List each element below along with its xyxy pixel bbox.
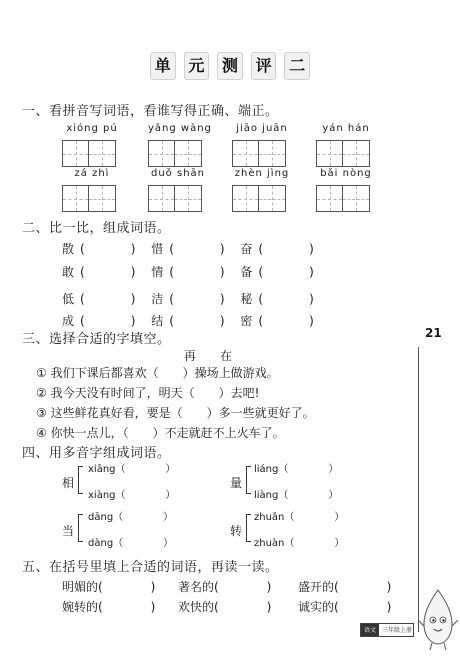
pinyin-label: duǒ shān (151, 168, 205, 179)
footer-subject: 语文 (361, 624, 379, 636)
polyphone-char: 当 (62, 524, 75, 538)
answer-blank[interactable]: ( ) (258, 265, 314, 279)
compare-char: 敢 (62, 265, 75, 279)
pinyin-label: xióng pú (66, 123, 118, 134)
pinyin-item (62, 123, 122, 167)
bracket-tick (246, 541, 251, 542)
fill-phrase[interactable]: 欢快的( ) (178, 600, 272, 614)
compare-char: 备 (240, 265, 253, 279)
pinyin-item (62, 168, 122, 212)
sentence: ① 我们下课后都喜欢（ ）操场上做游戏。 (36, 366, 279, 380)
writing-grid[interactable] (316, 140, 376, 167)
answer-blank[interactable]: ( ) (169, 314, 225, 328)
fill-phrase[interactable]: 诚实的( ) (298, 600, 392, 614)
answer-blank[interactable]: ( ) (258, 292, 314, 306)
polyphone-char: 量 (230, 476, 243, 490)
writing-grid[interactable] (62, 185, 122, 212)
section3-heading: 三、选择合适的字填空。 (22, 332, 171, 347)
writing-grid[interactable] (232, 185, 292, 212)
compare-char: 奋 (240, 242, 253, 256)
page-title (150, 52, 310, 80)
compare-row (62, 263, 314, 280)
compare-char: 洁 (151, 292, 164, 306)
pinyin-item (316, 168, 376, 212)
polyphone-reading[interactable]: xiāng（ ） (88, 464, 176, 475)
polyphone-reading[interactable]: dāng（ ） (88, 512, 174, 523)
pinyin-label: bǎi nòng (320, 168, 372, 179)
compare-char: 情 (151, 265, 164, 279)
choice-words: 再 在 (184, 349, 233, 363)
sentence: ② 我今天没有时间了，明天（ ）去吧! (36, 386, 260, 400)
polyphone-char: 转 (230, 524, 243, 538)
bracket-tick (246, 466, 251, 467)
sentence: ③ 这些鲜花真好看，要是（ ）多一些就更好了。 (36, 406, 315, 420)
section5-heading: 五、在括号里填上合适的词语，再读一读。 (22, 560, 279, 575)
page-number: 21 (425, 326, 442, 340)
bracket-tick (246, 493, 251, 494)
polyphone-reading[interactable]: xiàng（ ） (88, 490, 176, 501)
answer-blank[interactable]: ( ) (169, 292, 225, 306)
answer-blank[interactable]: ( ) (258, 314, 314, 328)
section2-heading: 二、比一比，组成词语。 (22, 221, 171, 236)
pinyin-label: yǎng wàng (148, 123, 212, 134)
answer-blank[interactable]: ( ) (258, 242, 314, 256)
section4-heading: 四、用多音字组成词语。 (22, 446, 171, 461)
polyphone-reading[interactable]: zhuàn（ ） (254, 538, 345, 549)
answer-blank[interactable]: ( ) (80, 292, 136, 306)
compare-char: 秘 (240, 292, 253, 306)
pinyin-item (148, 123, 212, 167)
pinyin-label: zhèn jìng (234, 168, 290, 179)
writing-grid[interactable] (148, 140, 208, 167)
pinyin-label: yán hán (322, 123, 370, 134)
bracket-tick (246, 514, 251, 515)
fill-phrase[interactable]: 盛开的( ) (298, 580, 392, 594)
pinyin-item (232, 168, 292, 212)
bracket (246, 466, 251, 494)
writing-grid[interactable] (232, 140, 292, 167)
compare-row (62, 312, 314, 329)
footer-grade: 三年级上册 (382, 627, 413, 634)
fill-phrase[interactable]: 著名的( ) (178, 580, 272, 594)
compare-row (62, 290, 314, 307)
title-char: 评 (251, 52, 277, 80)
answer-blank[interactable]: ( ) (169, 242, 225, 256)
compare-char: 散 (62, 242, 75, 256)
compare-char: 密 (240, 314, 253, 328)
mascot-icon (418, 586, 458, 652)
answer-blank[interactable]: ( ) (80, 242, 136, 256)
writing-grid[interactable] (148, 185, 208, 212)
title-char: 测 (217, 52, 243, 80)
polyphone-char: 相 (62, 476, 75, 490)
answer-blank[interactable]: ( ) (80, 265, 136, 279)
pinyin-label: jiāo juān (236, 123, 288, 134)
bracket-tick (78, 514, 83, 515)
pinyin-item (232, 123, 292, 167)
polyphone-reading[interactable]: liàng（ ） (254, 490, 339, 501)
compare-char: 结 (151, 314, 164, 328)
bracket-tick (78, 466, 83, 467)
title-char: 二 (284, 52, 310, 80)
section1-heading: 一、看拼音写词语，看谁写得正确、端正。 (22, 104, 279, 119)
fill-phrase[interactable]: 明媚的( ) (62, 580, 156, 594)
footer-label (360, 623, 414, 637)
bracket (78, 466, 83, 494)
compare-row (62, 240, 314, 257)
sentence: ④ 你快一点儿，（ ）不走就赶不上火车了。 (36, 426, 285, 440)
polyphone-reading[interactable]: liáng（ ） (254, 464, 339, 475)
writing-grid[interactable] (316, 185, 376, 212)
pinyin-item (148, 168, 208, 212)
polyphone-reading[interactable]: dàng（ ） (88, 538, 174, 549)
answer-blank[interactable]: ( ) (169, 265, 225, 279)
bracket (246, 514, 251, 542)
title-char: 单 (150, 52, 176, 80)
compare-char: 成 (62, 314, 75, 328)
compare-char: 惜 (151, 242, 164, 256)
answer-blank[interactable]: ( ) (80, 314, 136, 328)
compare-char: 低 (62, 292, 75, 306)
bracket-tick (78, 493, 83, 494)
pinyin-item (316, 123, 376, 167)
pinyin-label: zá zhì (74, 168, 110, 179)
bracket (78, 514, 83, 542)
bracket-tick (78, 541, 83, 542)
writing-grid[interactable] (62, 140, 122, 167)
fill-phrase[interactable]: 婉转的( ) (62, 600, 156, 614)
polyphone-reading[interactable]: zhuǎn（ ） (254, 512, 345, 523)
title-char: 元 (184, 52, 210, 80)
